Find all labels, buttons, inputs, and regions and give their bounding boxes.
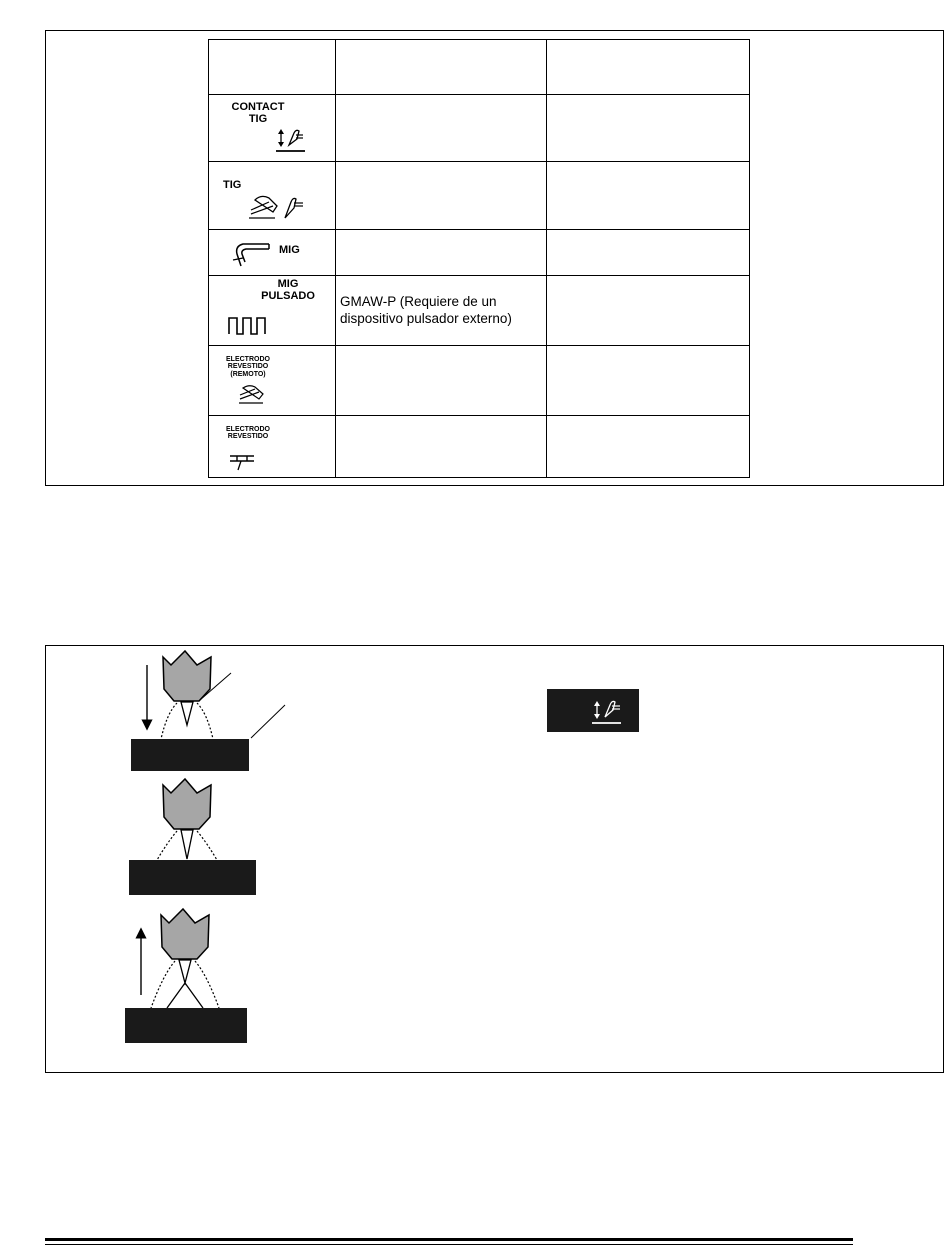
mode-cell-stick-remote (209, 346, 336, 416)
mig-gun-icon (229, 238, 273, 270)
description-cell (336, 230, 547, 276)
footer-rule (45, 1238, 853, 1241)
pulse-wave-icon (227, 314, 269, 338)
tungsten-electrode (181, 830, 193, 859)
mode-label: MIG (279, 244, 300, 256)
torch-nozzle (163, 651, 211, 701)
arc (167, 983, 203, 1008)
description-cell (336, 95, 547, 162)
mode-label: ELECTRODO (226, 356, 270, 363)
footer-rule-thin (45, 1244, 853, 1245)
workpiece (131, 739, 249, 771)
table-header-cell (209, 40, 336, 95)
contact-tig-icon (275, 127, 313, 155)
tungsten-electrode (181, 702, 193, 725)
workpiece (129, 860, 256, 895)
notes-cell (547, 416, 750, 478)
mode-label: MIG (277, 278, 299, 290)
notes-cell (547, 346, 750, 416)
step-touch-down (131, 651, 285, 771)
step-lift-off (125, 909, 247, 1043)
tig-foot-pedal-icon (247, 192, 309, 222)
torch-nozzle (163, 779, 211, 829)
description-cell (336, 276, 547, 346)
stick-remote-pedal-icon (237, 384, 269, 406)
mode-cell-stick (209, 416, 336, 478)
workpiece (125, 1008, 247, 1043)
mode-cell-tig (209, 162, 336, 230)
description-cell (336, 162, 547, 230)
table-row (209, 230, 750, 276)
contact-tig-icon (591, 695, 631, 727)
lift-arc-diagram (45, 645, 944, 1073)
mode-label: ELECTRODO (226, 426, 270, 433)
notes-cell (547, 230, 750, 276)
mode-cell-contact-tig (209, 95, 336, 162)
notes-cell (547, 276, 750, 346)
table-row (209, 162, 750, 230)
contact-tig-badge (547, 689, 639, 732)
mode-label: (REMOTO) (230, 370, 266, 378)
step-contact (129, 779, 256, 895)
table-row (209, 346, 750, 416)
table-row (209, 95, 750, 162)
tungsten-electrode (179, 960, 191, 983)
mode-cell-mig-pulsado (209, 276, 336, 346)
table-header-row (209, 40, 750, 95)
table-header-cell (547, 40, 750, 95)
mode-label: REVESTIDO (227, 363, 269, 371)
stick-electrode-icon (227, 452, 257, 472)
table-header-cell (336, 40, 547, 95)
callout-line (251, 705, 285, 738)
description-text: dispositivo pulsador externo) (340, 310, 512, 326)
mode-label: TIG (223, 179, 242, 191)
notes-cell (547, 95, 750, 162)
description-cell (336, 416, 547, 478)
description-text: GMAW-P (Requiere de un (340, 293, 497, 309)
mode-label: REVESTIDO (227, 433, 269, 441)
table-row (209, 276, 750, 346)
mode-cell-mig (209, 230, 336, 276)
mode-label: CONTACT (231, 101, 285, 113)
description-cell (336, 346, 547, 416)
table-row (209, 416, 750, 478)
mode-label: TIG (248, 112, 268, 125)
mode-label: PULSADO (261, 289, 315, 302)
weld-modes-table (208, 39, 750, 478)
torch-nozzle (161, 909, 209, 959)
notes-cell (547, 162, 750, 230)
